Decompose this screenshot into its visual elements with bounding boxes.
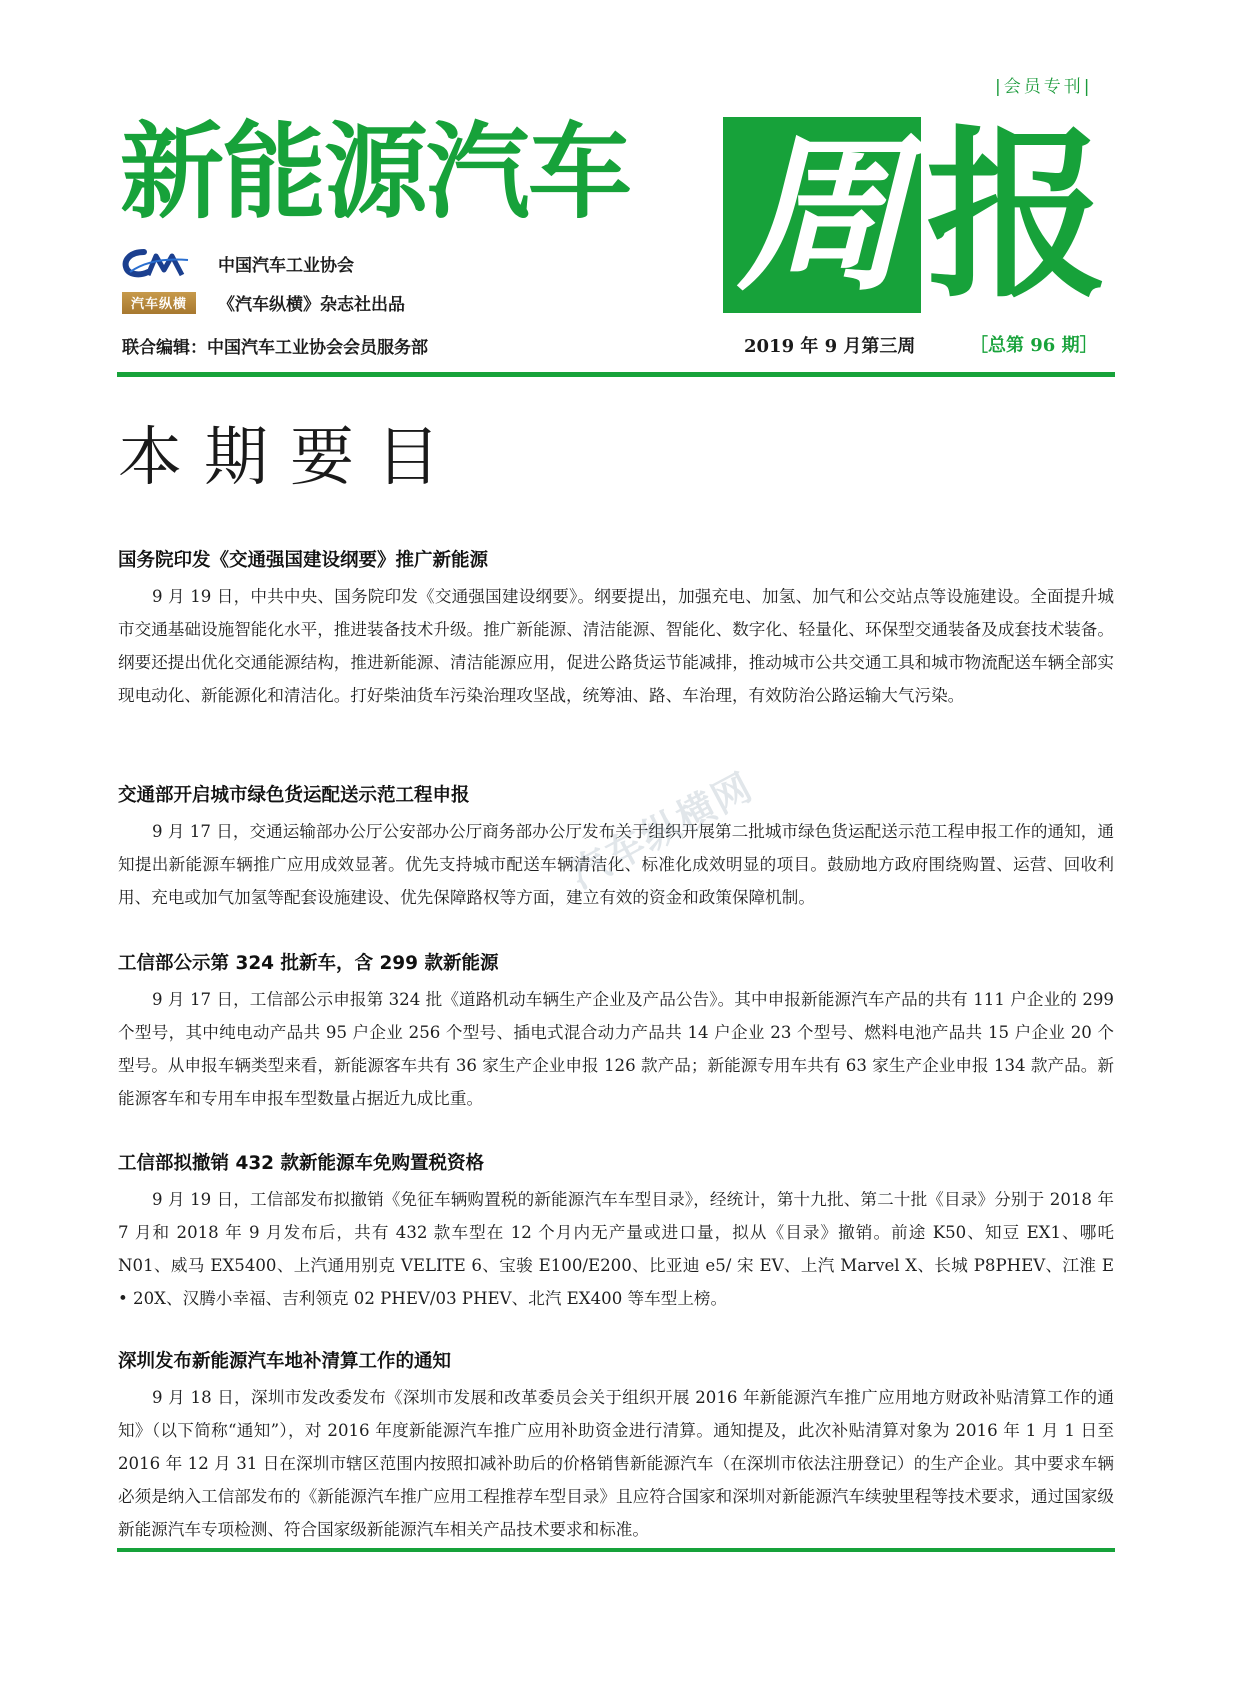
footer-divider (117, 1548, 1115, 1552)
article-1 (118, 548, 1114, 712)
member-edition-tag: |会员专刊| (995, 77, 1093, 97)
article-title: 深圳发布新能源汽车地补清算工作的通知 (118, 1351, 452, 1372)
article-5 (118, 1349, 1114, 1546)
issue-number: ［总第 96 期］ (970, 335, 1098, 356)
article-2 (118, 783, 1114, 914)
caam-logo-icon (122, 248, 190, 278)
article-title: 交通部开启城市绿色货运配送示范工程申报 (118, 785, 470, 806)
article-3 (118, 951, 1114, 1115)
article-title: 工信部公示第 324 批新车，含 299 款新能源 (118, 953, 499, 974)
article-title: 工信部拟撤销 432 款新能源车免购置税资格 (118, 1153, 484, 1174)
article-body: 9 月 17 日，交通运输部办公厅公安部办公厅商务部办公厅发布关于组织开展第二批城市绿色货运配送示范工程申报工作的通知，通知提出新能源车辆推广应用成效显著。优先支持城市配送车辆清洁化、标准化成效明显的项目。鼓励地方政府围绕购置、运营、回收利用、充电或加气加氢等配套设施建设、优先保障路权等方面，建立有效的资金和政策保障机制。 (118, 822, 1114, 907)
article-body: 9 月 19 日，中共中央、国务院印发《交通强国建设纲要》。纲要提出，加强充电、加氢、加气和公交站点等设施建设。全面提升城市交通基础设施智能化水平，推进装备技术升级。推广新能源、清洁能源、智能化、数字化、轻量化、环保型交通装备及成套技术装备。纲要还提出优化交通能源结构，推进新能源、清洁能源应用，促进公路货运节能减排，推动城市公共交通工具和城市物流配送车辆全部实现电动化、新能源化和清洁化。打好柴油货车污染治理攻坚战，统筹油、路、车治理，有效防治公路运输大气污染。 (118, 587, 1114, 705)
publisher-row (122, 290, 405, 315)
co-editor-line: 联合编辑：中国汽车工业协会会员服务部 (122, 338, 428, 358)
article-body: 9 月 18 日，深圳市发改委发布《深圳市发展和改革委员会关于组织开展 2016 年新能源汽车推广应用地方财政补贴清算工作的通知》（以下简称“通知”），对 2016 年度新能源汽车推广应用补助资金进行清算。通知提及，此次补贴清算对象为 2016 年 1 月 1 日至 2016 年 12 月 31 日在深圳市辖区范围内按照扣减补助后的价格销售新能源汽车（在深圳市依法注册登记）的生产企业。其中要求车辆必须是纳入工信部发布的《新能源汽车推广应用工程推荐车型目录》且应符合国家和深圳对新能源汽车续驶里程等技术要求，通过国家级新能源汽车专项检测、符合国家级新能源汽车相关产品技术要求和标准。 (118, 1388, 1114, 1539)
org-row (122, 248, 354, 278)
article-body: 9 月 17 日，工信部公示申报第 324 批《道路机动车辆生产企业及产品公告》。其中申报新能源汽车产品的共有 111 户企业的 299 个型号，其中纯电动产品共 95 户企业 256 个型号、插电式混合动力产品共 14 户企业 23 个型号、燃料电池产品共 15 户企业 20 个型号。从申报车辆类型来看，新能源客车共有 36 家生产企业申报 126 款产品；新能源专用车共有 63 家生产企业申报 134 款产品。新能源客车和专用车申报车型数量占据近九成比重。 (118, 990, 1114, 1108)
watermark: 汽车纵横网 (563, 764, 761, 897)
article-title: 国务院印发《交通强国建设纲要》推广新能源 (118, 550, 489, 571)
auto-review-logo: 汽车纵横 (122, 292, 196, 314)
issue-date: 2019 年 9 月第三周 (744, 336, 916, 357)
weekly-badge (723, 117, 921, 313)
masthead-title: 新能源汽车 (120, 111, 631, 233)
publisher-name: 《汽车纵横》杂志社出品 (218, 295, 405, 315)
org-name: 中国汽车工业协会 (218, 255, 354, 276)
report-char: 报 (926, 110, 1108, 322)
contents-title: 本期要目 (118, 421, 462, 495)
weekly-char: 周 (736, 115, 907, 315)
header-divider (117, 372, 1115, 377)
article-4 (118, 1151, 1114, 1315)
article-body: 9 月 19 日，工信部发布拟撤销《免征车辆购置税的新能源汽车车型目录》，经统计，第十九批、第二十批《目录》分别于 2018 年 7 月和 2018 年 9 月发布后，共有 432 款车型在 12 个月内无产量或进口量，拟从《目录》撤销。前途 K50、知豆 EX1、哪吒 N01、威马 EX5400、上汽通用别克 VELITE 6、宝骏 E100/E200、比亚迪 e5/ 宋 EV、上汽 Marvel X、长城 P8PHEV、江淮 E • 20X、汉腾小幸福、吉利领克 02 PHEV/03 PHEV、北汽 EX400 等车型上榜。 (118, 1190, 1114, 1308)
